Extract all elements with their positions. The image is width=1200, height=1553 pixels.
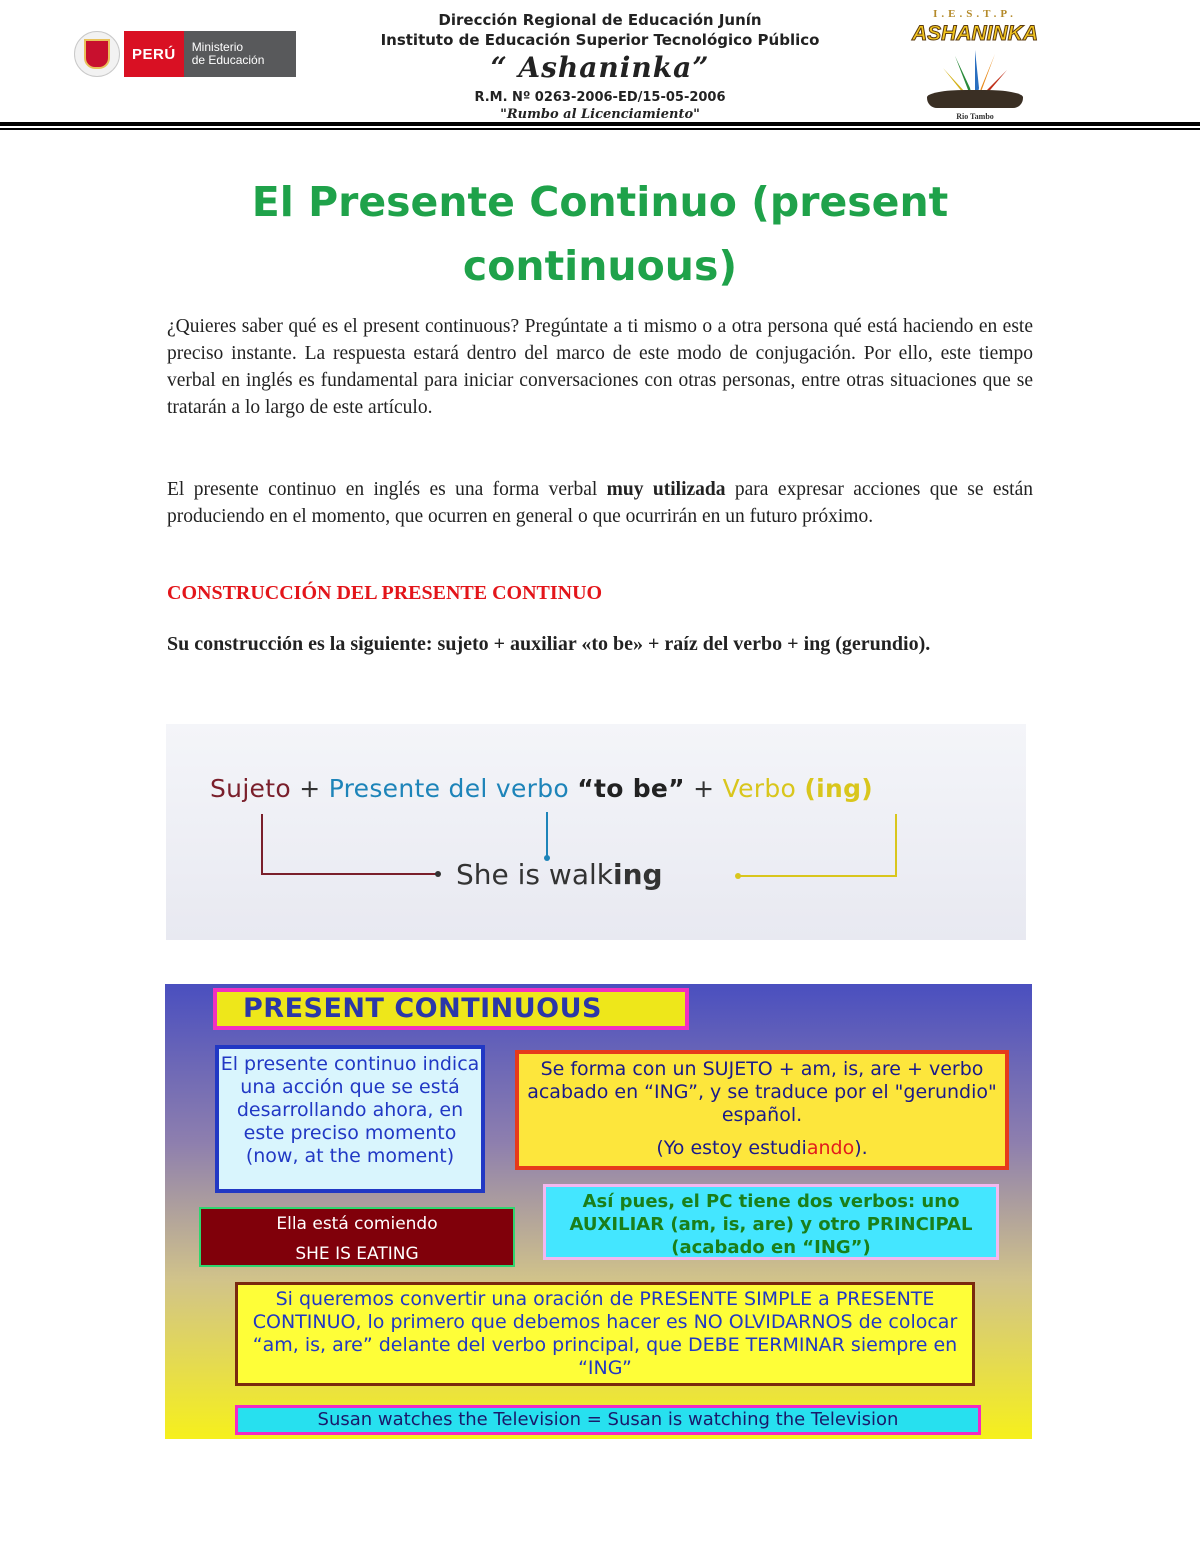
ashaninka-logo: I.E.S.T.P. ASHANINKA Rio Tambo — [912, 8, 1038, 121]
ashaninka-emblem-icon — [915, 48, 1035, 112]
header-line-region: Dirección Regional de Educación Junín — [438, 11, 762, 29]
formation-example: (Yo estoy estudiando). — [656, 1137, 868, 1159]
header-line-motto: "Rumbo al Licenciamiento" — [500, 107, 700, 122]
definition-box: El presente continuo indica una acción que se está desarrollando ahora, en este preciso momento (now, at the moment) — [215, 1045, 485, 1193]
formation-box: Se forma con un SUJETO + am, is, are + verbo acabado en “ING”, y se traduce por el "gerundio" español. (Yo estoy estudiando). — [515, 1050, 1009, 1170]
infographic-title: PRESENT CONTINUOUS — [213, 988, 689, 1030]
present-continuous-infographic — [165, 984, 1032, 1439]
emphasis-text: muy utilizada — [606, 479, 726, 500]
page-title: El Presente Continuo (present continuous) — [251, 178, 949, 290]
section-heading: CONSTRUCCIÓN DEL PRESENTE CONTINUO — [167, 582, 603, 604]
header-divider-thin — [0, 128, 1200, 130]
peru-shield-icon — [74, 31, 120, 77]
ministry-label: Ministerio de Educación — [184, 31, 296, 77]
conversion-rule-box: Si queremos convertir una oración de PRESENTE SIMPLE a PRESENTE CONTINUO, lo primero que debemos hacer es NO OLVIDARNOS de colocar “am, is, are” delante del verbo principal, que DEBE TERMINAR siempre en “ING” — [235, 1282, 975, 1386]
peru-ministry-logo — [74, 30, 296, 78]
construction-rule: Su construcción es la siguiente: sujeto + auxiliar «to be» + raíz del verbo + ing (gerundio). — [167, 633, 931, 655]
header-line-institute: Instituto de Educación Superior Tecnológico Público — [380, 31, 820, 49]
institution-header — [300, 10, 900, 123]
formula-line: Sujeto + Presente del verbo “to be” + Verbo (ing) — [210, 774, 874, 803]
example-eating-box: Ella está comiendo SHE IS EATING — [199, 1207, 515, 1267]
formula-connectors — [166, 724, 1026, 940]
formula-example: She is walking — [456, 858, 663, 891]
header-line-resolution: R.M. Nº 0263-2006-ED/15-05-2006 — [474, 90, 726, 105]
two-verbs-box: Así pues, el PC tiene dos verbos: uno AUXILIAR (am, is, are) y otro PRINCIPAL (acabado en “ING”) — [543, 1184, 999, 1260]
header-divider — [0, 122, 1200, 126]
peru-label: PERÚ — [124, 31, 184, 77]
intro-paragraph: ¿Quieres saber qué es el present continuous? Pregúntate a ti mismo o a otra persona qué está haciendo en este preciso instante. La respuesta estará dentro del marco de este modo de conjugación. Por ello, este tiempo verbal en inglés es fundamental para iniciar conversaciones con otras personas, entre otras situaciones que se tratarán a lo largo de este artículo. — [167, 316, 1033, 418]
usage-paragraph: El presente continuo en inglés es una forma verbal muy utilizada para expresar acciones que se están produciendo en el momento, que ocurren en general o que ocurrirán en un futuro próximo. — [167, 479, 1034, 527]
conversion-example-box: Susan watches the Television = Susan is watching the Television — [235, 1405, 981, 1435]
header-line-name: “ Ashaninka” — [490, 51, 710, 84]
formula-diagram — [166, 724, 1026, 940]
